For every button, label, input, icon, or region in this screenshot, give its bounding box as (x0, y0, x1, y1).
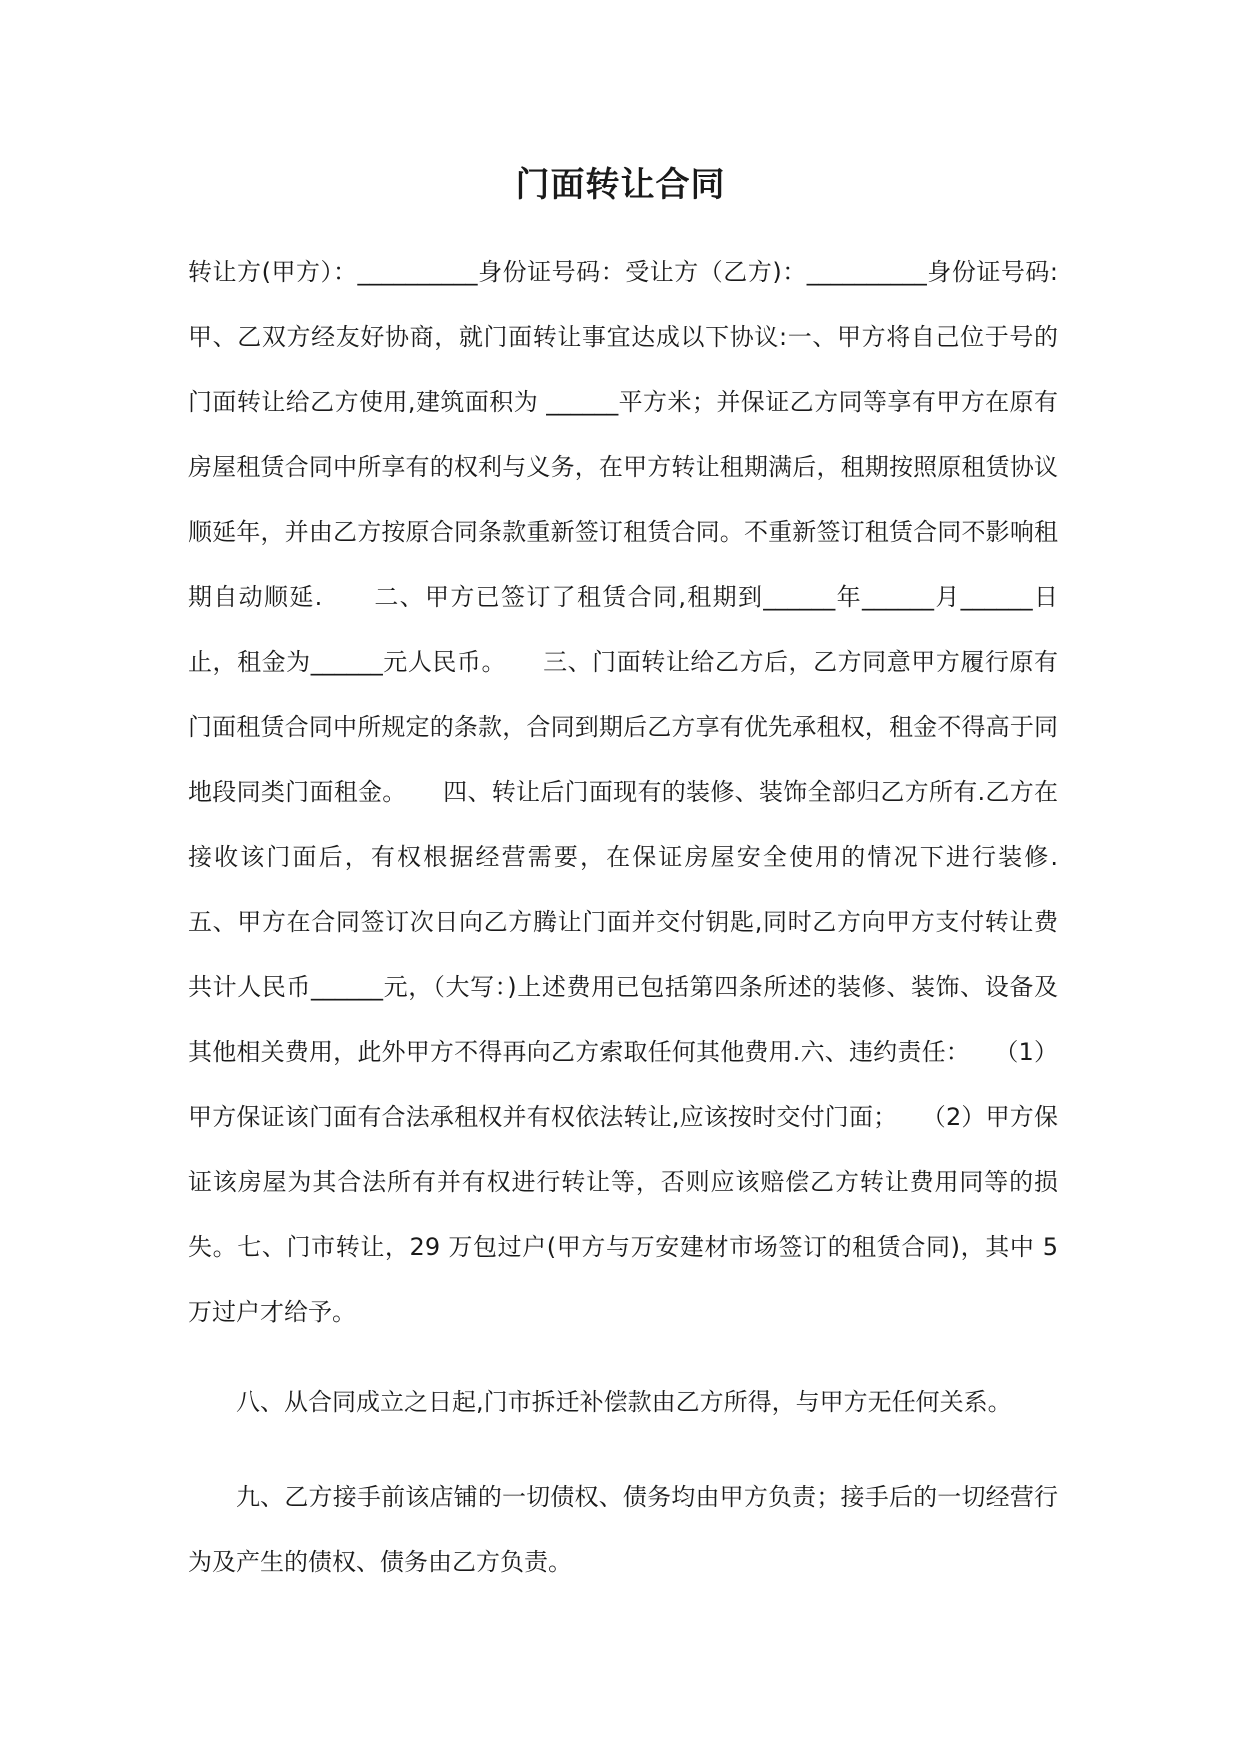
document-title: 门面转让合同 (515, 165, 726, 205)
contract-main-paragraph: 转让方(甲方）：__________身份证号码：受让方（乙方)：__________身份证号码:甲、乙双方经友好协商，就门面转让事宜达成以下协议:一、甲方将自己位于号的门面转让给乙方使用,建筑面积为 ______平方米；并保证乙方同等享有甲方在原有房屋租赁合同中所享有的权利与义务，在甲方转让租期满后，租期按照原租赁协议顺延年，并由乙方按原合同条款重新签订租赁合同。不重新签订租赁合同不影响租期自动顺延. 二、甲方已签订了租赁合同,租期到______年______月______日止，租金为______元人民币。 三、门面转让给乙方后，乙方同意甲方履行原有门面租赁合同中所规定的条款，合同到期后乙方享有优先承租权，租金不得高于同地段同类门面租金。 四、转让后门面现有的装修、装饰全部归乙方所有.乙方在接收该门面后，有权根据经营需要，在保证房屋安全使用的情况下进行装修. 五、甲方在合同签订次日向乙方腾让门面并交付钥匙,同时乙方向甲方支付转让费共计人民币______元，（大写：)上述费用已包括第四条所述的装修、装饰、设备及其他相关费用，此外甲方不得再向乙方索取任何其他费用.六、违约责任： （1）甲方保证该门面有合法承租权并有权依法转让,应该按时交付门面； （2）甲方保证该房屋为其合法所有并有权进行转让等，否则应该赔偿乙方转让费用同等的损失。七、门市转让，29 万包过户(甲方与万安建材市场签订的租赁合同)，其中 5 万过户才给予。 (188, 258, 1106, 1326)
contract-clause-8: 八、从合同成立之日起,门市拆迁补偿款由乙方所得，与甲方无任何关系。 (236, 1388, 1012, 1416)
contract-clause-9: 九、乙方接手前该店铺的一切债权、债务均由甲方负责；接手后的一切经营行为及产生的债权、债务由乙方负责。 (188, 1483, 1058, 1576)
